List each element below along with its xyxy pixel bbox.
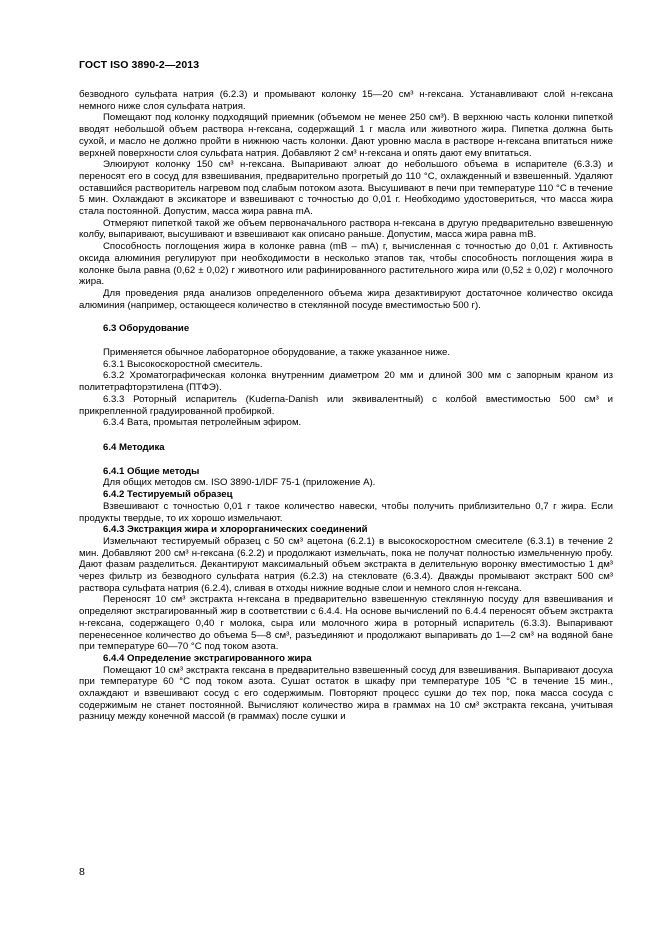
paragraph: Помещают 10 см³ экстракта гексана в предварительно взвешенный сосуд для взвешивания. Выпаривают досуха при температуре 60 °С под током азота. Сушат остаток в шкафу при температуре 105 °С в течение 15 мин., охлаждают и взвешивают сосуд с его содержимым. Повторяют процесс сушки до тех пор, пока масса сосуда с содержимым не станет постоянной. Вычисляют количество жира в граммах на 10 см³ экстракта гексана, учитывая разницу между конечной массой (в граммах) после сушки и [79, 664, 613, 723]
paragraph: 6.3.2 Хроматографическая колонка внутренним диаметром 20 мм и длиной 300 мм с запорным краном из политетрафторэтилена (ПТФЭ). [79, 370, 613, 394]
paragraph: Отмеряют пипеткой такой же объем первоначального раствора н-гексана в другую предварительно взвешенную колбу, выпаривают, высушивают и взвешивают как описано раньше. Допустим, масса жира равна mB. [79, 217, 613, 241]
paragraph: Измельчают тестируемый образец с 50 см³ ацетона (6.2.1) в высокоскоростном смесителе (6.3.1) в течение 2 мин. Добавляют 200 см³ н-гексана (6.2.2) и продолжают измельчать, пока не получат полностью измельченную пробу. Дают фазам разделиться. Декантируют максимальный объем экстракта в делительную воронку вместимостью 1 дм³ через фильтр из безводного сульфата натрия (6.2.3) на стекловате (6.3.4). Дважды промывают экстракт 500 см³ раствора сульфата натрия (6.2.4), сливая в отходы нижние водные слои и немного слоя н-гексана. [79, 535, 613, 594]
section-heading-method: 6.4 Методика [103, 441, 165, 453]
section-heading-equipment: 6.3 Оборудование [103, 323, 190, 335]
document-body [79, 89, 613, 723]
paragraph: Способность поглощения жира в колонке равна (mB – mA) г, вычисленная с точностью до 0,01 г. Активность оксида алюминия регулируют при необходимости в несколько этапов так, чтобы способность поглощения жира в колонке была равна (0,62 ± 0,02) г животного или рафинированного растительного жира или (0,52 ± 0,02) г молочного жира. [79, 241, 613, 288]
page-number: 8 [79, 866, 85, 878]
paragraph: безводного сульфата натрия (6.2.3) и промывают колонку 15—20 см³ н-гексана. Устанавливают слой н-гексана немного ниже слоя сульфата натрия. [79, 89, 613, 112]
subsection-heading: 6.4.4 Определение экстрагированного жира [103, 652, 312, 664]
paragraph: Взвешивают с точностью 0,01 г такое количество навески, чтобы получить приблизительно 0,7 г жира. Если продукты твердые, то их хорошо измельчают. [79, 500, 613, 524]
paragraph: Для общих методов см. ISO 3890-1/IDF 75-1 (приложение А). [103, 477, 376, 489]
subsection-heading: 6.4.1 Общие методы [103, 465, 200, 477]
subsection-heading: 6.4.3 Экстракция жира и хлорорганических соединений [103, 524, 368, 536]
paragraph: 6.3.3 Роторный испаритель (Kuderna-Danish или эквивалентный) с колбой вместимостью 500 см³ и прикрепленной градуированной пробиркой. [79, 393, 613, 417]
paragraph: Элюируют колонку 150 см³ н-гексана. Выпаривают элюат до небольшого объема в испарителе (6.3.3) и переносят его в сосуд для взвешивания, предварительно прогретый до 110 °С, охлажденный и взвешенный. Удаляют оставшийся растворитель нагревом под слабым потоком азота. Высушивают в печи при температуре 110 °С в течение 5 мин. Охлаждают в эксикаторе и взвешивают с точностью до 0,01 г. Необходимо удостовериться, что масса жира стала постоянной. Допустим, масса жира равна mA. [79, 159, 613, 218]
paragraph: 6.3.4 Вата, промытая петролейным эфиром. [103, 417, 302, 429]
paragraph: Помещают под колонку подходящий приемник (объемом не менее 250 см³). В верхнюю часть колонки пипеткой вводят небольшой объем раствора н-гексана, содержащий 1 г масла или животного жира. Пипетка должна быть сухой, и масло не должно пройти в нижнюю часть колонки. Дают уровню масла в растворе н-гексана впитаться ниже верхней поверхности слоя сульфата натрия. Добавляют 2 см³ н-гексана и опять дают ему впитаться. [79, 112, 613, 159]
paragraph: 6.3.1 Высокоскоростной смеситель. [103, 358, 263, 370]
paragraph: Для проведения ряда анализов определенного объема жира дезактивируют достаточное количество оксида алюминия (например, остающееся количество в стеклянной посуде вместимостью 500 г). [79, 287, 613, 311]
subsection-heading: 6.4.2 Тестируемый образец [103, 489, 233, 501]
paragraph: Применяется обычное лабораторное оборудование, а также указанное ниже. [103, 347, 451, 359]
paragraph: Переносят 10 см³ экстракта н-гексана в предварительно взвешенную стеклянную посуду для взвешивания и определяют экстрагированный жир в соответствии с 6.4.4. На основе вычислений по 6.4.4 переносят объем экстракта н-гексана, содержащего 0,40 г молока, сыра или молочного жира в роторный испаритель (6.3.3). Выпаривают перенесенное количество до объема 5—8 см³, разъединяют и продолжают выпаривать до 1—2 см³ на водяной бане при температуре 60—70 °С под током азота. [79, 594, 613, 653]
document-header: ГОСТ ISO 3890-2—2013 [79, 59, 200, 71]
